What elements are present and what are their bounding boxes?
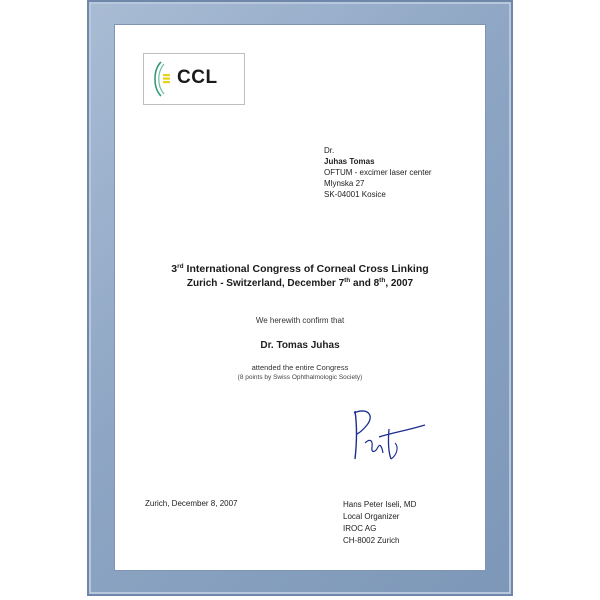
- signer-org: IROC AG: [343, 524, 377, 533]
- signer-name: Hans Peter Iseli, MD: [343, 500, 417, 509]
- recipient-address: [324, 145, 432, 200]
- signer-city: CH-8002 Zurich: [343, 536, 400, 545]
- signer-role: Local Organizer: [343, 512, 400, 521]
- address-name: Juhas Tomas: [324, 157, 375, 166]
- ccl-logo: [143, 53, 245, 105]
- event-ordinal: 3: [171, 263, 178, 275]
- event-and: and 8: [350, 278, 380, 289]
- event-year: , 2007: [385, 278, 414, 289]
- attendee-name: Dr. Tomas Juhas: [260, 340, 340, 351]
- handwritten-signature: [345, 403, 430, 465]
- confirm-text: We herewith confirm that: [255, 316, 345, 325]
- event-sup-1: th: [344, 277, 351, 284]
- event-location-prefix: Zurich - Switzerland, December 7: [186, 278, 345, 289]
- attended-text: attended the entire Congress: [251, 363, 349, 372]
- event-sup-2: th: [379, 277, 386, 284]
- event-title: [115, 263, 485, 275]
- certificate-paper: [115, 25, 485, 570]
- points-text: (8 points by Swiss Ophthalmologic Society): [237, 374, 363, 381]
- signer-block: [343, 499, 416, 547]
- address-city: SK-04001 Kosice: [324, 190, 386, 199]
- address-street: Mlynska 27: [324, 179, 365, 188]
- event-location-date: [115, 278, 485, 289]
- ccl-logo-icon: [152, 60, 172, 98]
- event-ordinal-suffix: rd: [177, 263, 184, 270]
- place-and-date: Zurich, December 8, 2007: [145, 499, 238, 508]
- logo-text: CCL: [177, 67, 218, 88]
- event-title-text: International Congress of Corneal Cross Linking: [183, 263, 429, 275]
- address-org: OFTUM - excimer laser center: [324, 168, 432, 177]
- address-salutation: Dr.: [324, 146, 335, 155]
